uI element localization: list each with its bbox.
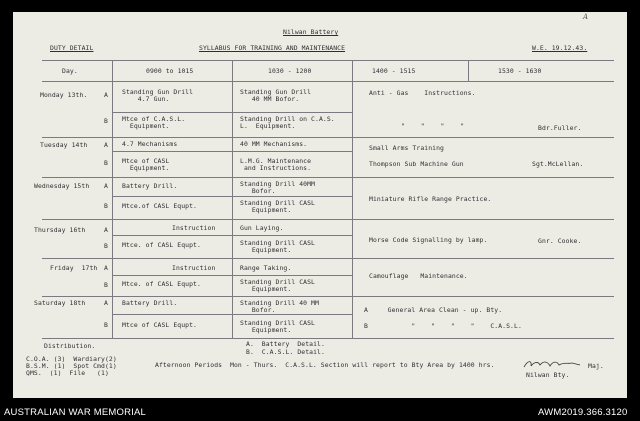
table-cell: Mtce. of CASL Equpt. [122,280,201,288]
table-cell: Miniature Rifle Range Practice. [369,195,492,203]
detail-b-marker: B [104,159,108,167]
detail-a-marker: A [104,264,108,272]
table-cell: Standing Drill CASL Equipment. [240,319,316,334]
row-line [112,196,352,197]
week-ending: W.E. 19.12.43. [532,44,588,52]
unit-title: Nilwan Battery [283,28,339,36]
table-cell: Standing Drill 40 MM Bofor. [240,299,319,314]
detail-legend-b: B. C.A.S.L. Detail. [246,348,325,356]
day-label: Wednesday 15th [34,182,90,190]
table-cell: B " " " " C.A.S.L. [364,322,522,330]
table-cell: Standing Gun Drill 40 MM Bofor. [240,88,312,103]
row-line [112,112,352,113]
footer-accession-number: AWM2019.366.3120 [538,407,628,418]
instructor-name: Bdr.Fuller. [538,124,582,132]
distribution-list: C.O.A. (3) Wardiary(2) B.S.M. (1) Spot Cmd(1) QMS. (1) File (1) [26,355,117,377]
detail-b-marker: B [104,117,108,125]
corner-mark: A [583,13,589,21]
day-label: Friday 17th [50,264,98,272]
table-cell: Mtce of C.A.S.L. Equipment. [122,115,186,130]
table-cell: Mtce of CASL Equipment. [122,157,170,172]
detail-b-marker: B [104,321,108,329]
signature-mark [522,358,582,370]
table-cell: Standing Drill CASL Equipment. [240,239,316,254]
col-header-period-3: 1400 - 1515 [372,67,416,75]
row-line [112,235,352,236]
signature-suffix: Maj. [588,362,604,370]
row-line [112,151,352,152]
table-cell: Instruction [172,224,216,232]
table-cell: A General Area Clean - up. Bty. [364,306,503,314]
distribution-heading: Distribution. [44,342,96,350]
footer-institution: AUSTRALIAN WAR MEMORIAL [4,407,147,418]
syllabus-heading: SYLLABUS FOR TRAINING AND MAINTENANCE [199,44,346,52]
table-cell: " " " " [401,122,465,130]
table-cell: L.M.G. Maintenance and Instructions. [240,157,312,172]
instructor-name: Sgt.McLellan. [532,160,584,168]
table-cell: Standing Drill 40MM Bofor. [240,180,316,195]
col-header-period-4: 1530 - 1630 [498,67,542,75]
signature-unit: Nilwan Bty. [526,371,570,379]
row-line [42,296,614,297]
table-cell: Standing Drill CASL Equipment. [240,199,316,214]
row-line [42,258,614,259]
instructor-name: Gnr. Cooke. [538,237,582,245]
table-cell: Mtce of CASL Equpt. [122,321,198,329]
detail-legend-a: A. Battery Detail. [246,340,325,348]
table-cell: 40 MM Mechanisms. [240,140,308,148]
header-bottom-line [42,81,614,82]
table-cell: Range Taking. [240,264,292,272]
duty-detail-heading: DUTY DETAIL [50,44,94,52]
day-label: Saturday 18th [34,299,86,307]
table-cell: Anti - Gas Instructions. [369,89,476,97]
table-cell: Instruction [172,264,216,272]
detail-b-marker: B [104,242,108,250]
table-bottom-line [42,338,614,339]
table-cell: Standing Drill CASL Equipment. [240,278,316,293]
table-cell: Gun Laying. [240,224,284,232]
detail-a-marker: A [104,141,108,149]
table-top-line [42,60,614,61]
detail-a-marker: A [104,299,108,307]
table-cell: Camouflage Maintenance. [369,272,468,280]
detail-a-marker: A [104,91,108,99]
col-header-day: Day. [62,67,78,75]
detail-a-marker: A [104,182,108,190]
table-cell: Small Arms Training [369,144,445,152]
row-line [112,275,352,276]
table-cell: Morse Code Signalling by lamp. [369,236,488,244]
table-cell: Battery Drill. [122,182,178,190]
col-header-period-1: 0900 to 1015 [146,67,194,75]
table-cell: Standing Gun Drill 4.7 Gun. [122,88,194,103]
day-label: Thursday 16th [34,226,86,234]
day-label: Monday 13th. [40,91,88,99]
table-cell: Battery Drill. [122,299,178,307]
table-cell: Thompson Sub Machine Gun [369,160,464,168]
detail-a-marker: A [104,226,108,234]
row-line [42,177,614,178]
table-cell: 4.7 Mechanisms [122,140,178,148]
detail-b-marker: B [104,281,108,289]
col-divider-4 [468,60,469,81]
table-cell: Mtce. of CASL Equpt. [122,241,201,249]
day-label: Tuesday 14th [40,141,88,149]
row-line [42,137,614,138]
col-header-period-2: 1030 - 1200 [268,67,312,75]
detail-b-marker: B [104,202,108,210]
row-line [112,314,352,315]
table-cell: Mtce.of CASL Equpt. [122,202,198,210]
table-cell: Standing Drill on C.A.S. L. Equipment. [240,115,335,130]
afternoon-note: Afternoon Periods Mon - Thurs. C.A.S.L. Section will report to Bty Area by 1400 hrs. [155,361,495,369]
row-line [42,219,614,220]
